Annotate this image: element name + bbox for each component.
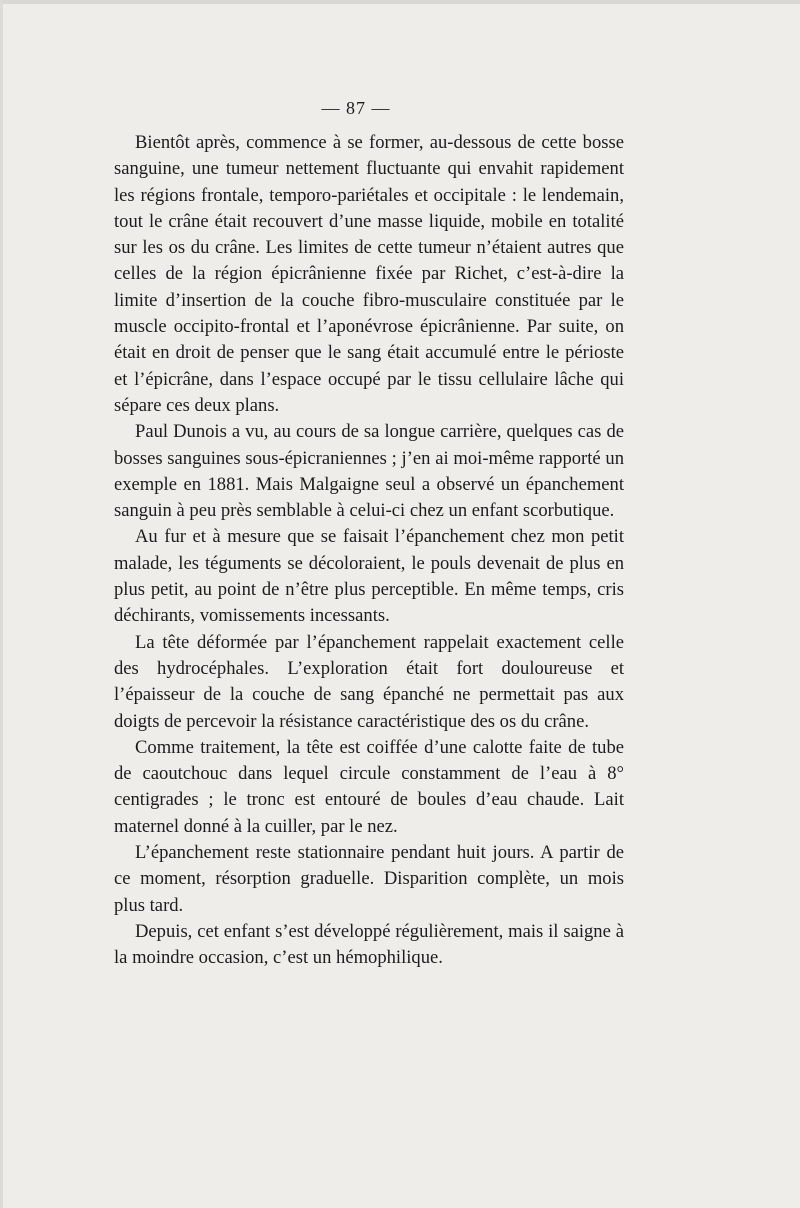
paragraph-symptomes: Au fur et à mesure que se faisait l’épanchement chez mon petit malade, les téguments se décoloraient, le pouls devenait de plus en plus petit, au point de n’être plus perceptible. En même temps, cris déchirants, vomissements incessants. (114, 526, 624, 627)
paragraph-traitement: Comme traitement, la tête est coiffée d’une calotte faite de tube de caoutchouc dans lequel circule constamment de l’eau à 8° centigrades ; le tronc est entouré de boules d’eau chaude. Lait maternel donné à la cuiller, par le nez. (114, 736, 624, 837)
paragraph-hemophilie: Depuis, cet enfant s’est développé régulièrement, mais il saigne à la moindre occasion, c’est un hémophilique. (114, 920, 624, 969)
body-text (114, 130, 624, 972)
page-top-edge (0, 0, 800, 4)
paragraph-bosses-sanguines: Paul Dunois a vu, au cours de sa longue carrière, quelques cas de bosses sanguines sous-épicraniennes ; j’en ai moi-même rapporté un exemple en 1881. Mais Malgaigne seul a observé un épanchement sanguin à peu près semblable à celui-ci chez un enfant scorbutique. (114, 421, 624, 522)
paragraph-exploration: La tête déformée par l’épanchement rappelait exactement celle des hydrocéphales. L’exploration était fort douloureuse et l’épaisseur de la couche de sang épanché ne permettait pas aux doigts de percevoir la résistance caractéristique des os du crâne. (114, 631, 624, 732)
page-number: — 87 — (321, 98, 391, 118)
paragraph-epanchement-formation: Bientôt après, commence à se former, au-dessous de cette bosse sanguine, une tumeur nettement fluctuante qui envahit rapidement les régions frontale, temporo-pariétales et occipitale : le lendemain, tout le crâne était recouvert d’une masse liquide, mobile en totalité sur les os du crâne. Les limites de cette tumeur n’étaient autres que celles de la région épicrânienne fixée par Richet, c’est-à-dire la limite d’insertion de la couche fibro-musculaire constituée par le muscle occipito-frontal et l’aponévrose épicrânienne. Par suite, on était en droit de penser que le sang était accumulé entre le périoste et l’épicrâne, dans l’espace occupé par le tissu cellulaire lâche qui sépare ces deux plans. (114, 132, 624, 416)
paragraph-resorption: L’épanchement reste stationnaire pendant huit jours. A partir de ce moment, résorption graduelle. Disparition complète, un mois plus tard. (114, 842, 624, 916)
page-left-edge (0, 0, 3, 1208)
